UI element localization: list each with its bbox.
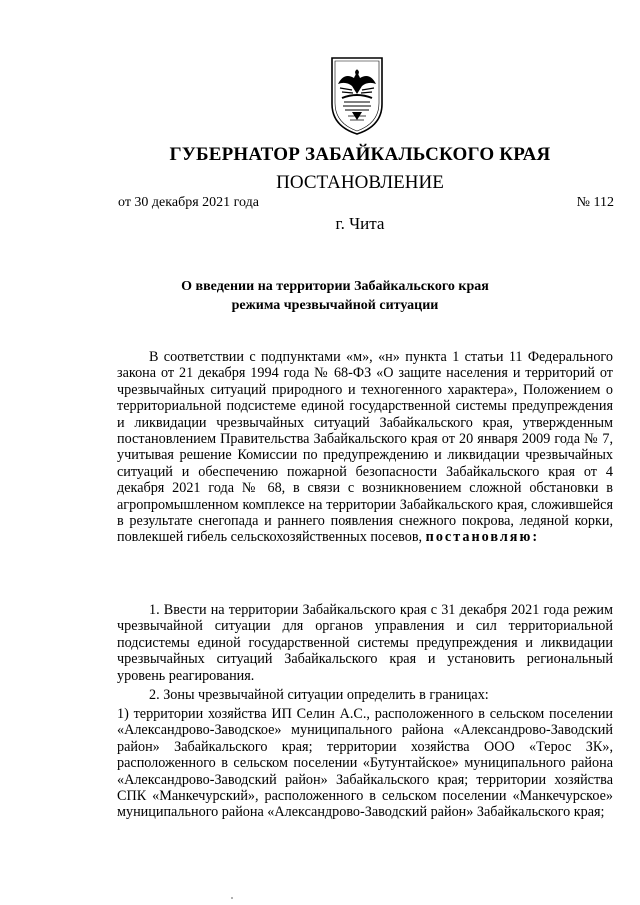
subject-line-1: О введении на территории Забайкальского края [181, 279, 489, 294]
scan-speck [231, 897, 233, 899]
coat-of-arms-emblem [328, 54, 386, 136]
item-2-1-paragraph: 1) территории хозяйства ИП Селин А.С., расположенного в сельском поселении «Александрово-Заводское» муниципального района «Александрово-Заводский район» Забайкальского края; территории хозяйства ООО «Терос ЗК», расположенного в сельском поселении «Бутунтайское» муниципального района «Александрово-Заводский район» Забайкальского края; территории хозяйства СПК «Манкечурский», расположенного в сельском поселении «Манкечурское» муниципального района «Александрово-Заводский район» Забайкальского края; [117, 706, 613, 821]
decree-date: от 30 декабря 2021 года [118, 195, 259, 210]
resolve-word: постановляю [425, 529, 533, 546]
governor-heading: ГУБЕРНАТОР ЗАБАЙКАЛЬСКОГО КРАЯ [169, 144, 551, 165]
item-2-paragraph: 2. Зоны чрезвычайной ситуации определить в границах: [149, 687, 489, 703]
subject-line-2: режима чрезвычайной ситуации [231, 298, 439, 313]
resolve-colon: : [532, 529, 540, 546]
decree-number: № 112 [576, 195, 614, 210]
document-type-heading: ПОСТАНОВЛЕНИЕ [276, 172, 444, 193]
preamble-paragraph [117, 349, 613, 546]
item-1-paragraph: 1. Ввести на территории Забайкальского края с 31 декабря 2021 года режим чрезвычайной ситуации для органов управления и сил территориальной подсистемы единой государственной системы предупреждения и ликвидации чрезвычайных ситуаций Забайкальского края и установить региональный уровень реагирования. [117, 602, 613, 684]
decree-subject [120, 277, 550, 315]
preamble-text: В соответствии с подпунктами «м», «н» пункта 1 статьи 11 Федерального закона от 21 декабря 1994 года № 68-ФЗ «О защите населения и территорий от чрезвычайных ситуаций природного и техногенного характера», Положением о территориальной подсистеме единой государственной системы предупреждения и ликвидации чрезвычайных ситуаций Забайкальского края, утвержденным постановлением Правительства Забайкальского края от 20 января 2009 года № 7, учитывая решение Комиссии по предупреждению и ликвидации чрезвычайных ситуаций и обеспечению пожарной безопасности Забайкальского края от 4 декабря 2021 года № 68, в связи с возникновением сложной обстановки в агропромышленном комплексе на территории Забайкальского края, сложившейся в результате снегопада и раннего появления снежного покрова, ледяной корки, повлекшей гибель сельскохозяйственных посевов, [117, 349, 613, 546]
city-name: г. Чита [335, 214, 385, 233]
